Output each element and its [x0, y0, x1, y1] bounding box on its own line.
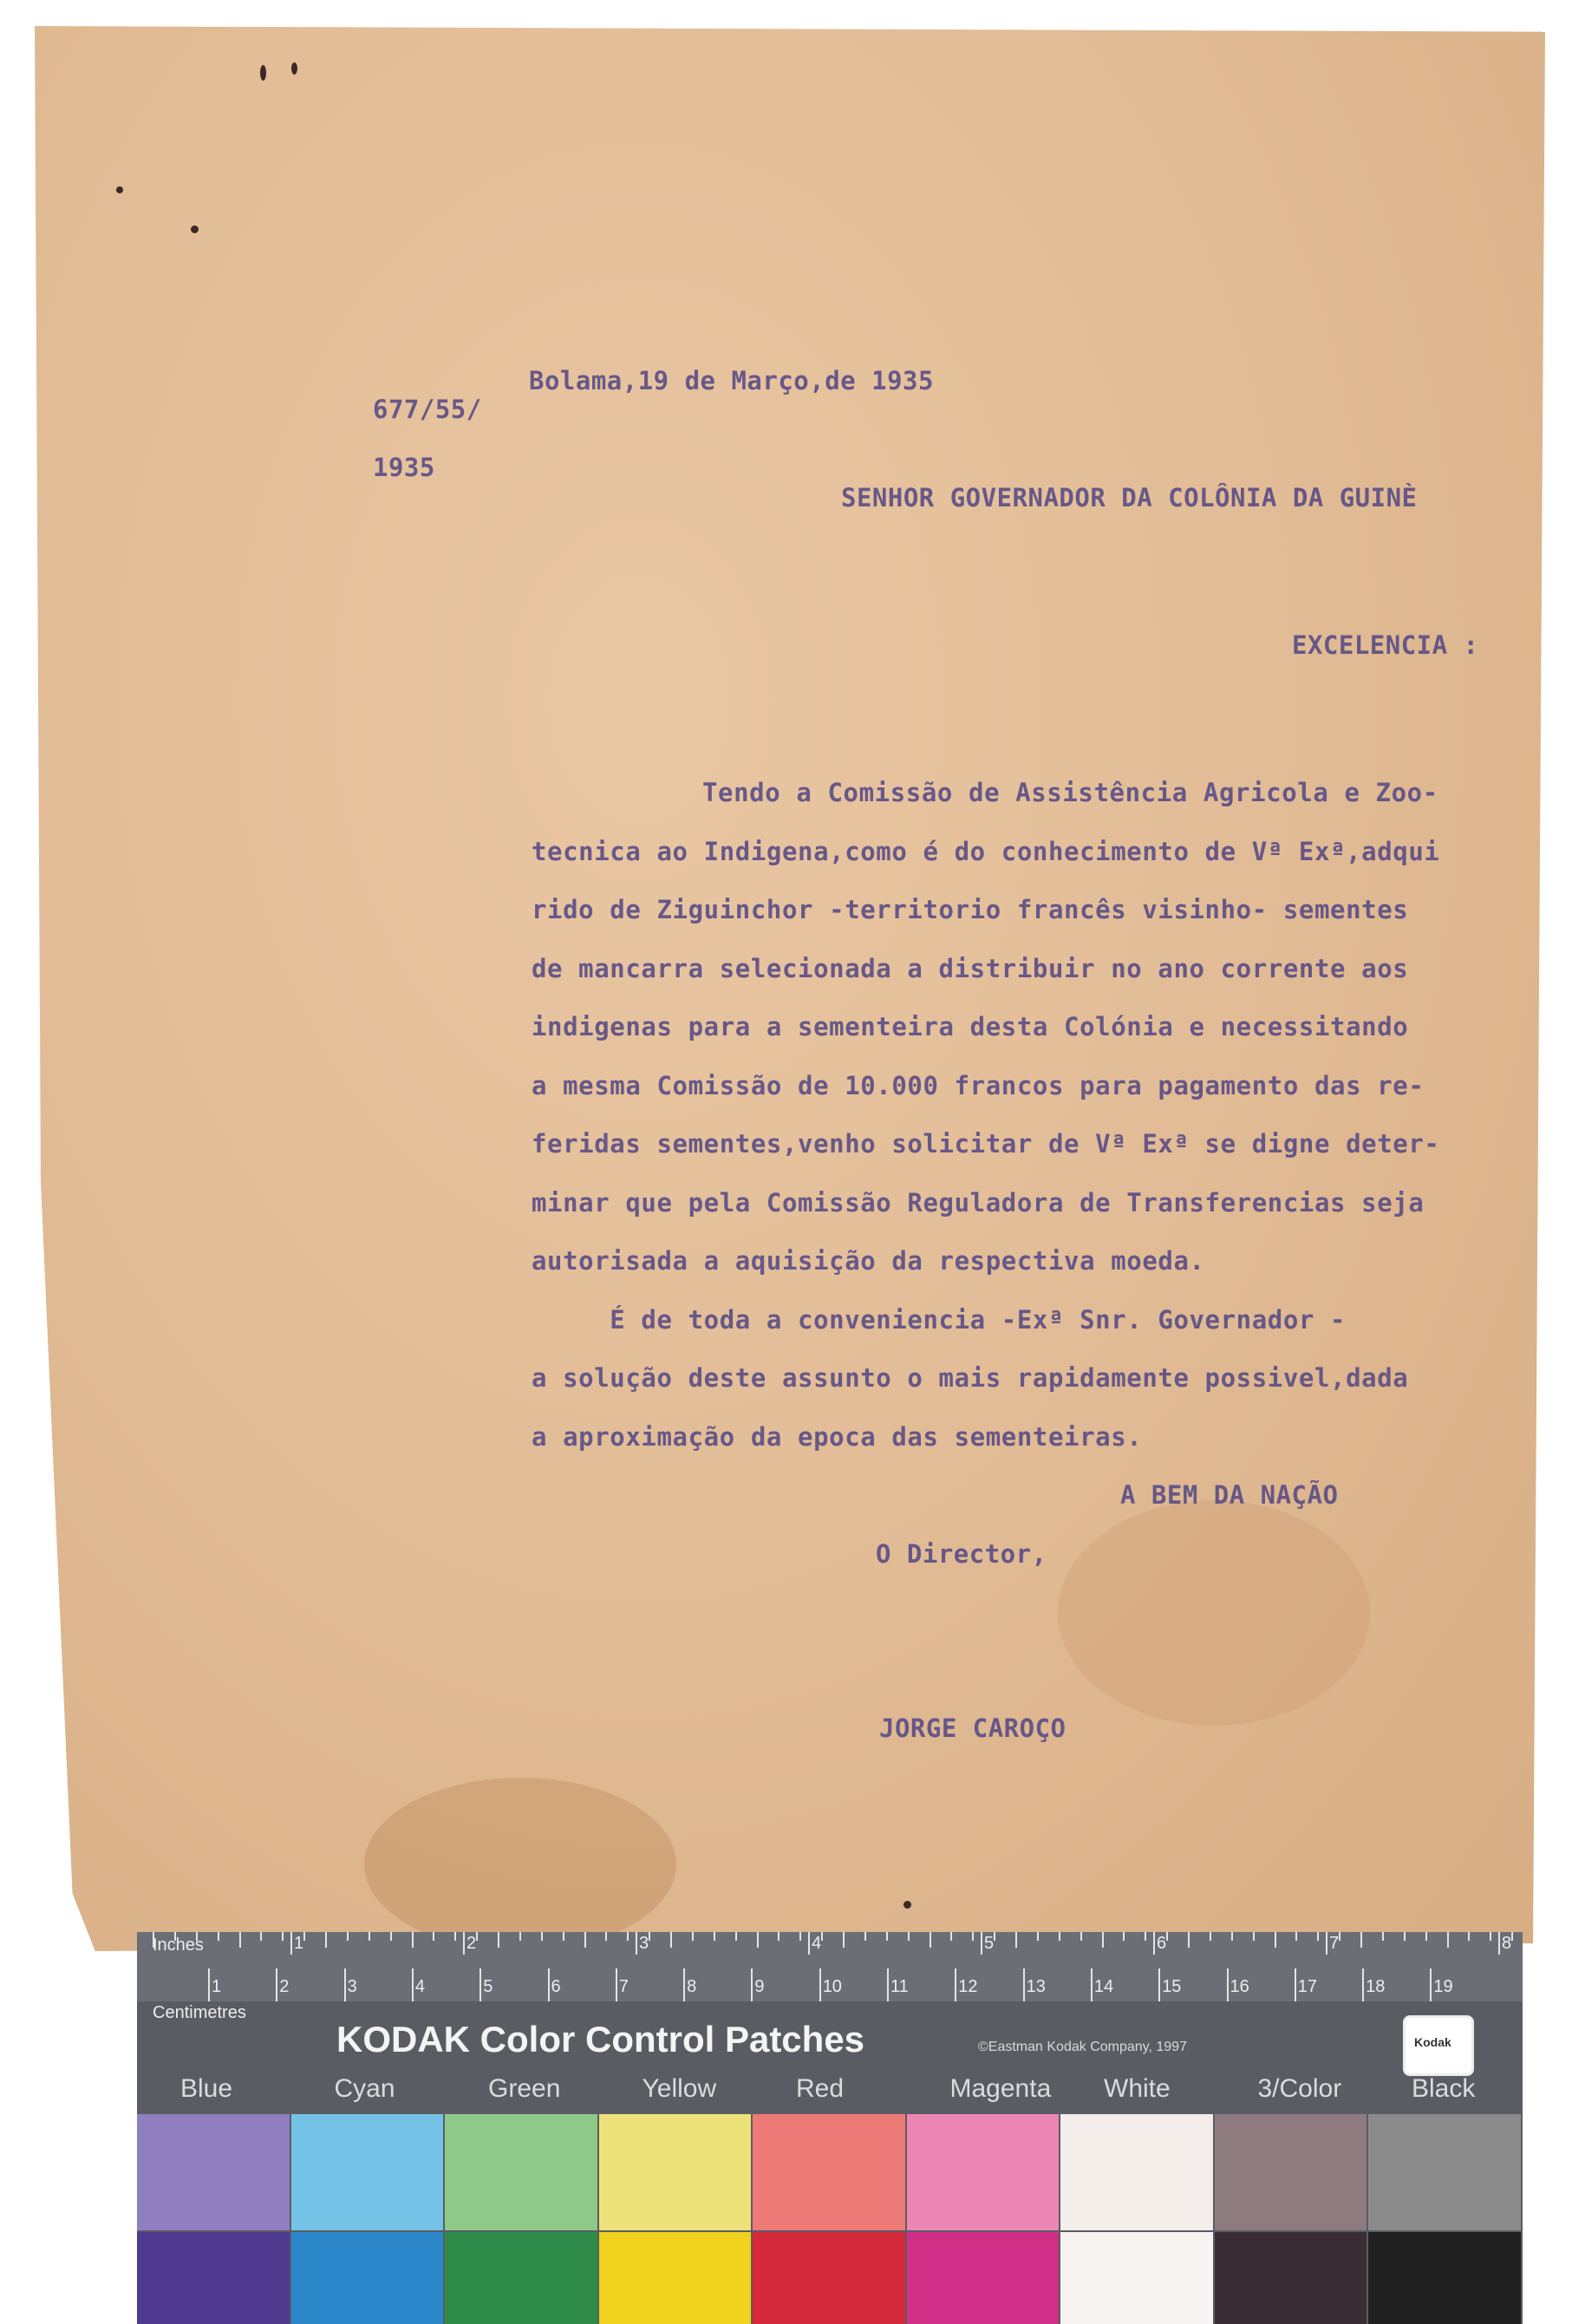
ruler-minor-tick: [1102, 1932, 1104, 1948]
ruler-minor-tick: [1404, 1932, 1406, 1941]
ruler-minor-tick: [563, 1932, 564, 1941]
ruler-minor-tick: [1360, 1932, 1362, 1948]
color-patch-light: [291, 2114, 444, 2230]
ruler-minor-tick: [1511, 1932, 1513, 1941]
patch-label: Magenta: [949, 2074, 1052, 2103]
ruler-minor-tick: [218, 1932, 219, 1941]
ruler-minor-tick: [1253, 1932, 1255, 1941]
body-line: a aproximação da epoca das sementeiras.: [532, 1422, 1143, 1452]
ruler-minor-tick: [1231, 1932, 1233, 1941]
cm-tick: [1430, 1968, 1432, 2001]
color-patch-dark: [291, 2232, 444, 2324]
ruler-minor-tick: [605, 1932, 607, 1941]
ruler-minor-tick: [1339, 1932, 1340, 1941]
cm-tick: [887, 1968, 889, 2001]
ink-speck: [116, 186, 123, 193]
cm-number: 3: [347, 1977, 357, 1996]
ruler-minor-tick: [1490, 1932, 1491, 1941]
ruler-minor-tick: [260, 1932, 262, 1941]
reference-number: 677/55/: [373, 395, 482, 424]
inch-tick: [463, 1932, 465, 1955]
patch-label: Red: [796, 2074, 845, 2103]
inch-tick: [808, 1932, 810, 1955]
body-line: de mancarra selecionada a distribuir no ano corrente aos: [532, 954, 1409, 983]
kodak-copyright: ©Eastman Kodak Company, 1997: [978, 2040, 1187, 2054]
patch-label: Cyan: [334, 2074, 395, 2103]
body-line: feridas sementes,venho solicitar de Vª Exª se digne deter-: [532, 1129, 1440, 1159]
color-patch-dark: [1215, 2232, 1367, 2324]
inch-number: 3: [639, 1934, 649, 1953]
ruler-minor-tick: [1145, 1932, 1146, 1941]
ink-speck: [903, 1901, 911, 1909]
salutation: EXCELENCIA :: [1292, 630, 1479, 660]
ruler-minor-tick: [412, 1932, 414, 1948]
patch-label: 3/Color: [1257, 2074, 1342, 2103]
inch-tick: [290, 1932, 292, 1955]
inch-number: 1: [294, 1934, 304, 1953]
kodak-title: KODAK Color Control Patches: [336, 2019, 865, 2060]
color-patch-light: [599, 2114, 752, 2230]
ruler-minor-tick: [1275, 1932, 1276, 1948]
body-line: minar que pela Comissão Reguladora de Transferencias seja: [532, 1188, 1425, 1217]
cm-number: 19: [1433, 1977, 1453, 1996]
ruler-minor-tick: [735, 1932, 737, 1941]
ruler-minor-tick: [1210, 1932, 1211, 1941]
cm-number: 16: [1230, 1977, 1249, 1996]
body-line: indigenas para a sementeira desta Colónia e necessitando: [532, 1012, 1409, 1041]
ruler-minor-tick: [239, 1932, 241, 1948]
body-line: tecnica ao Indigena,como é do conhecimento de Vª Exª,adqui: [532, 837, 1440, 866]
cm-number: 17: [1297, 1977, 1318, 1996]
ink-speck: [191, 225, 199, 233]
cm-tick: [479, 1968, 481, 2001]
ruler-minor-tick: [1166, 1932, 1168, 1941]
cm-tick: [412, 1968, 414, 2001]
ruler-minor-tick: [1382, 1932, 1384, 1941]
ruler-minor-tick: [994, 1932, 995, 1941]
ruler-minor-tick: [908, 1932, 910, 1941]
ruler-minor-tick: [627, 1932, 629, 1941]
color-patch-dark: [599, 2232, 752, 2324]
ruler-minor-tick: [1425, 1932, 1427, 1941]
cm-number: 6: [551, 1977, 561, 1996]
ruler-minor-tick: [1447, 1932, 1449, 1948]
ruler-minor-tick: [1468, 1932, 1470, 1941]
ruler: [137, 1932, 1523, 2001]
ruler-minor-tick: [864, 1932, 866, 1941]
ruler-minor-tick: [347, 1932, 349, 1941]
ruler-minor-tick: [1037, 1932, 1039, 1941]
closing-phrase: A BEM DA NAÇÃO: [1120, 1480, 1339, 1510]
ruler-minor-tick: [325, 1932, 327, 1948]
inch-number: 7: [1329, 1934, 1340, 1953]
color-patch-light: [1060, 2114, 1213, 2230]
stain: [1058, 1500, 1370, 1726]
color-patch-dark: [1368, 2232, 1521, 2324]
ink-speck: [260, 65, 266, 81]
stain: [364, 1778, 676, 1951]
body-line: autorisada a aquisição da respectiva moeda.: [532, 1246, 1205, 1276]
ruler-minor-tick: [757, 1932, 759, 1948]
ruler-minor-tick: [498, 1932, 499, 1948]
cm-tick: [616, 1968, 617, 2001]
ruler-minor-tick: [1059, 1932, 1060, 1941]
cm-tick: [208, 1968, 210, 2001]
cm-tick: [683, 1968, 685, 2001]
kodak-logo-icon: Kodak: [1403, 2015, 1474, 2076]
ruler-minor-tick: [1295, 1932, 1297, 1941]
body-line: a solução deste assunto o mais rapidamente possivel,dada: [532, 1363, 1409, 1393]
ruler-minor-tick: [369, 1932, 370, 1941]
cm-tick: [276, 1968, 277, 2001]
cm-tick: [955, 1968, 956, 2001]
ruler-minor-tick: [390, 1932, 392, 1941]
color-patch-light: [1368, 2114, 1521, 2230]
inches-label: Inches: [153, 1936, 204, 1955]
cm-number: 5: [483, 1977, 493, 1996]
body-line: É de toda a conveniencia -Exª Snr. Governador -: [532, 1305, 1347, 1335]
ruler-minor-tick: [778, 1932, 779, 1941]
ruler-minor-tick: [584, 1932, 586, 1948]
color-patch-dark: [1060, 2232, 1213, 2324]
ruler-minor-tick: [886, 1932, 888, 1941]
ruler-minor-tick: [519, 1932, 521, 1941]
color-patch-dark: [753, 2232, 905, 2324]
letter-sheet: [35, 26, 1545, 1951]
cm-tick: [1227, 1968, 1229, 2001]
ruler-minor-tick: [1015, 1932, 1017, 1948]
color-patch-dark: [445, 2232, 597, 2324]
patch-label: Black: [1412, 2074, 1476, 2103]
cm-tick: [1158, 1968, 1160, 2001]
body-line: rido de Ziguinchor -territorio francês visinho- sementes: [532, 895, 1409, 924]
color-patch-light: [1215, 2114, 1367, 2230]
cm-tick: [751, 1968, 753, 2001]
body-line: Tendo a Comissão de Assistência Agricola e Zoo-: [702, 778, 1438, 807]
cm-number: 11: [890, 1977, 909, 1996]
ruler-minor-tick: [799, 1932, 801, 1941]
inch-tick: [981, 1932, 982, 1955]
signatory-title: O Director,: [876, 1539, 1047, 1569]
inch-number: 6: [1157, 1934, 1167, 1953]
signatory-name: JORGE CAROÇO: [879, 1714, 1066, 1743]
cm-number: 12: [958, 1977, 978, 1996]
inch-tick: [1498, 1932, 1500, 1955]
cm-tick: [1023, 1968, 1025, 2001]
inch-number: 8: [1502, 1934, 1512, 1953]
cm-number: 9: [754, 1977, 765, 1996]
cm-tick: [344, 1968, 346, 2001]
body-line: a mesma Comissão de 10.000 francos para pagamento das re-: [532, 1071, 1425, 1100]
ink-speck: [291, 62, 297, 75]
color-patch-dark: [907, 2232, 1060, 2324]
inch-number: 5: [984, 1934, 995, 1953]
cm-tick: [1091, 1968, 1093, 2001]
ruler-minor-tick: [649, 1932, 650, 1941]
inch-number: 2: [466, 1934, 477, 1953]
cm-number: 8: [687, 1977, 697, 1996]
ruler-minor-tick: [950, 1932, 952, 1941]
cm-tick: [1295, 1968, 1296, 2001]
cm-number: 4: [414, 1977, 426, 1996]
cm-number: 13: [1026, 1977, 1046, 1996]
cm-number: 18: [1366, 1977, 1386, 1996]
ruler-minor-tick: [476, 1932, 478, 1941]
inch-number: 4: [812, 1934, 822, 1953]
color-patch-light: [907, 2114, 1060, 2230]
cm-number: 14: [1093, 1977, 1114, 1996]
patch-label: White: [1104, 2074, 1171, 2103]
color-patch-light: [445, 2114, 597, 2230]
patch-label: Blue: [180, 2074, 233, 2103]
ruler-minor-tick: [1188, 1932, 1190, 1948]
ruler-minor-tick: [1317, 1932, 1319, 1941]
color-patch-light: [137, 2114, 290, 2230]
place-date: Bolama,19 de Março,de 1935: [529, 366, 934, 395]
ruler-minor-tick: [1080, 1932, 1082, 1941]
ruler-minor-tick: [541, 1932, 543, 1941]
ruler-minor-tick: [843, 1932, 845, 1948]
color-patch-dark: [137, 2232, 290, 2324]
inch-tick: [1326, 1932, 1327, 1955]
patch-label: Green: [488, 2074, 561, 2103]
ruler-minor-tick: [303, 1932, 305, 1941]
centimetres-label: Centimetres: [153, 2003, 246, 2022]
ruler-minor-tick: [972, 1932, 974, 1941]
color-patch-light: [753, 2114, 905, 2230]
cm-number: 10: [822, 1977, 842, 1996]
ruler-minor-tick: [454, 1932, 456, 1941]
ruler-minor-tick: [930, 1932, 931, 1948]
cm-number: 1: [212, 1977, 222, 1996]
cm-tick: [548, 1968, 550, 2001]
addressee: SENHOR GOVERNADOR DA COLÔNIA DA GUINÈ: [841, 483, 1418, 512]
inch-tick: [636, 1932, 637, 1955]
kodak-color-control-strip: [137, 1932, 1523, 2324]
ruler-minor-tick: [821, 1932, 823, 1941]
inch-tick: [1153, 1932, 1155, 1955]
cm-tick: [1362, 1968, 1364, 2001]
cm-number: 2: [279, 1977, 290, 1996]
patch-label: Yellow: [642, 2074, 717, 2103]
reference-year: 1935: [373, 453, 435, 482]
ruler-minor-tick: [433, 1932, 434, 1941]
ruler-minor-tick: [282, 1932, 284, 1941]
ruler-minor-tick: [714, 1932, 715, 1941]
ruler-minor-tick: [692, 1932, 694, 1941]
ruler-minor-tick: [1123, 1932, 1125, 1941]
cm-tick: [819, 1968, 821, 2001]
ruler-minor-tick: [670, 1932, 672, 1948]
cm-number: 15: [1162, 1977, 1182, 1996]
cm-number: 7: [618, 1977, 629, 1996]
